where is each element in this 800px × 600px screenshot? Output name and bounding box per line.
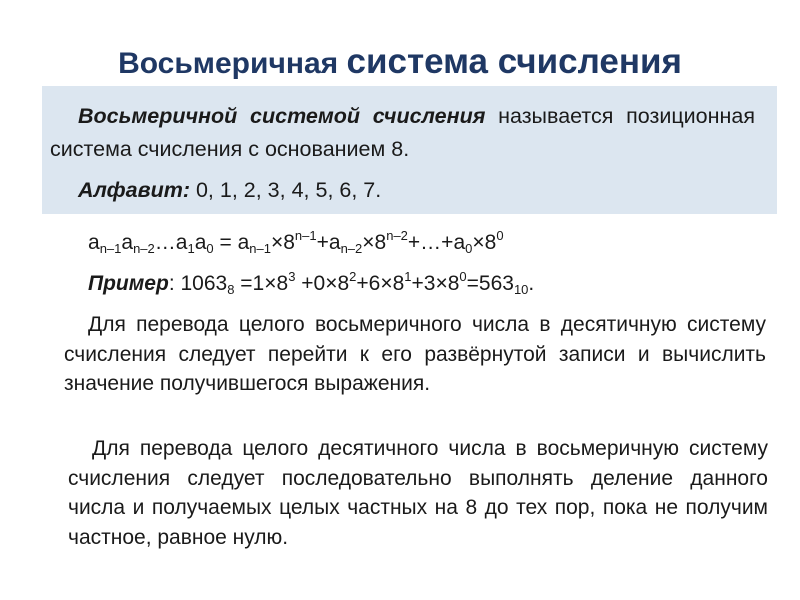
definition-paragraph [50,100,755,166]
alphabet-values: 0, 1, 2, 3, 4, 5, 6, 7. [190,178,382,202]
alphabet-line [78,176,381,204]
example-label: Пример [88,272,169,295]
slide-title-part2: система счисления [346,42,682,81]
expansion-formula: $a_{n-1}a_{n-2}\dots a_1a_0$ = $a_{n-1}\times 8^{n-1}+a_{n-2}\times 8^{n-2}+\dots+a_0\times 8^0$ [88,228,504,256]
definition-term: Восьмеричной системой счисления [78,104,486,128]
definition-text: называется позиционная система счисления с основанием 8. [50,104,755,161]
example-line: Пример: $1063_8 =1\times 8^3 +0\times 8^2+6\times 8^1+3\times 8^0=563_{10}$. [88,269,535,297]
alphabet-label: Алфавит: [78,178,190,202]
paragraph-decimal-to-octal: Для перевода целого десятичного числа в восьмеричную систему счисления следует последовательно выполнять деление данного числа и получаемых целых частных на 8 до тех пор, пока не получим частное, равное нулю. [68,437,768,549]
slide-title [0,42,800,82]
slide-title-part1: Восьмеричная [118,47,347,80]
paragraph-octal-to-decimal: Для перевода целого восьмеричного числа в десятичную систему счисления следует перейти к его развёрнутой записи и вычислить значение получившегося выражения. [64,313,766,395]
